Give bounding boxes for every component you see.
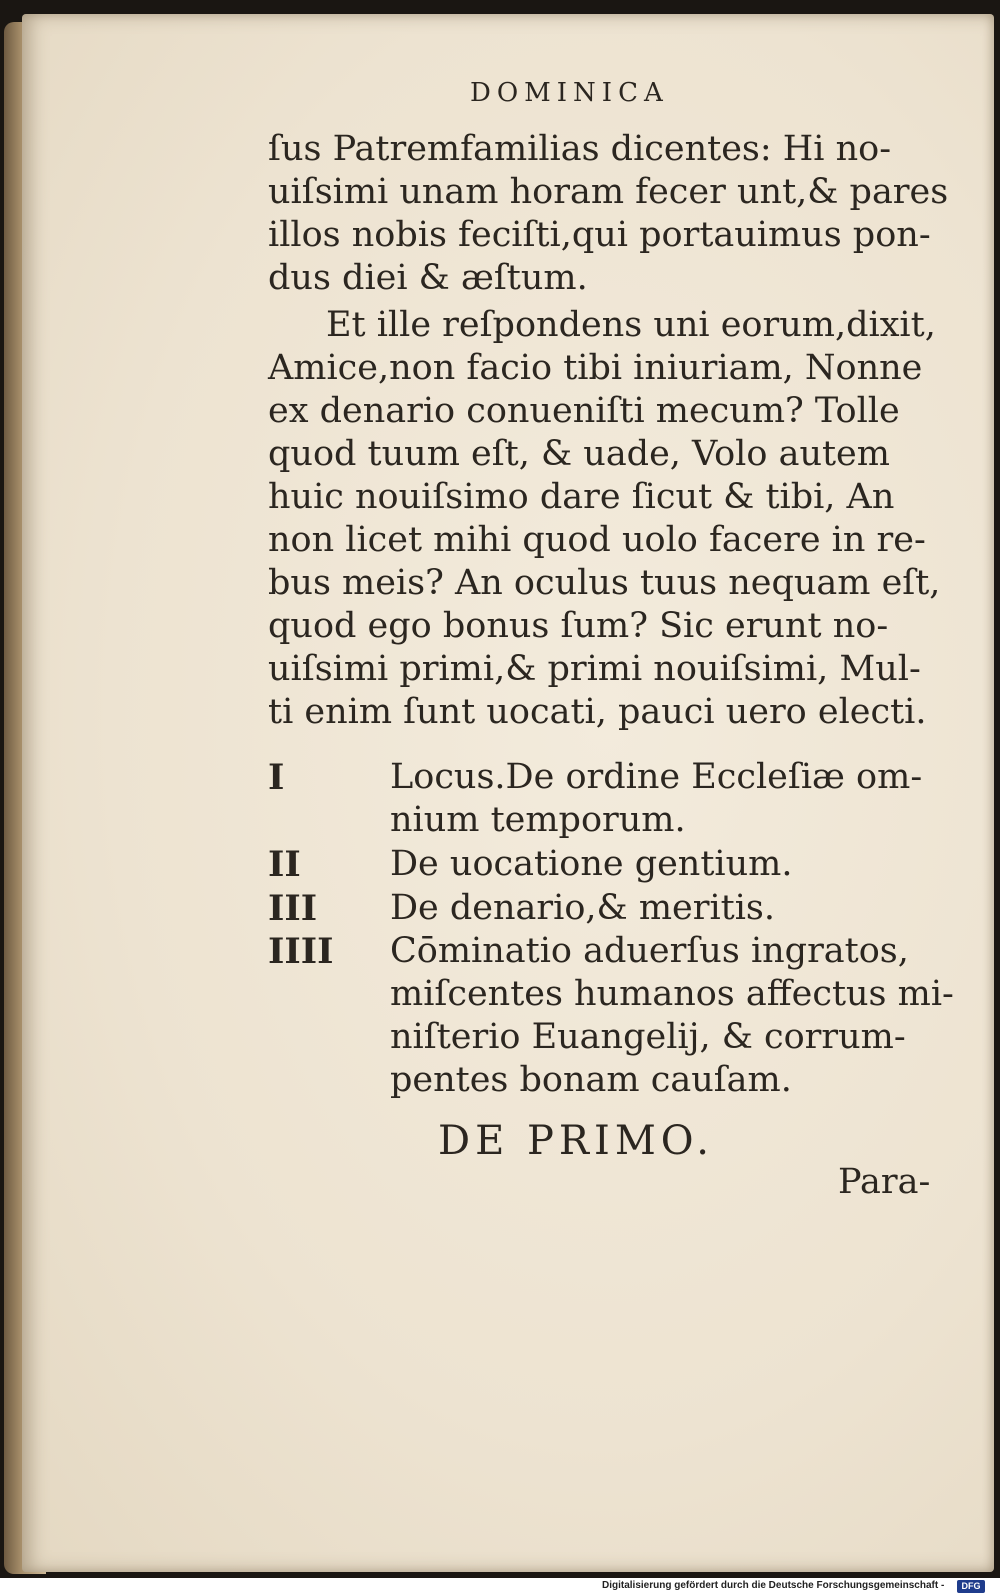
body-line: huic nouiſsimo dare ſicut & tibi, An (268, 477, 895, 517)
locus-line: niſterio Euangelij, & corrum- (390, 1017, 906, 1057)
locus-line: Locus.De ordine Eccleſiæ om- (390, 757, 923, 797)
body-line: Amice,non facio tibi iniuriam, Nonne (268, 348, 923, 388)
locus-line: De denario,& meritis. (390, 888, 775, 928)
body-line: uiſsimi unam horam fecer unt,& pares (268, 172, 949, 212)
body-line: ti enim ſunt uocati, pauci uero electi. (268, 692, 927, 732)
body-line: quod tuum eſt, & uade, Volo autem (268, 434, 890, 474)
body-line: ſus Patremfamilias dicentes: Hi no- (268, 129, 892, 169)
body-line: non licet mihi quod uolo facere in re- (268, 520, 926, 560)
locus-numeral: II (268, 844, 301, 885)
locus-line: Cōminatio aduerſus ingratos, (390, 931, 909, 971)
body-line: Et ille reſpondens uni eorum,dixit, (326, 305, 936, 345)
body-line: dus diei & æſtum. (268, 258, 588, 298)
body-line: bus meis? An oculus tuus nequam eſt, (268, 563, 941, 603)
locus-numeral: IIII (268, 931, 334, 972)
locus-line: pentes bonam cauſam. (390, 1060, 792, 1100)
dfg-logo: DFG (957, 1580, 985, 1593)
locus-numeral: I (268, 757, 285, 798)
footer-credit: Digitalisierung gefördert durch die Deutsche Forschungsgemeinschaft - (602, 1580, 945, 1591)
catchword: Para- (838, 1162, 931, 1202)
locus-numeral: III (268, 888, 318, 929)
footer-bar (0, 1579, 1000, 1596)
locus-line: De uocatione gentium. (390, 844, 793, 884)
body-line: illos nobis feciſti,qui portauimus pon- (268, 215, 931, 255)
body-line: ex denario conueniſti mecum? Tolle (268, 391, 900, 431)
body-line: uiſsimi primi,& primi nouiſsimi, Mul- (268, 649, 921, 689)
body-line: quod ego bonus ſum? Sic erunt no- (268, 606, 889, 646)
section-heading: DE PRIMO. (438, 1118, 714, 1164)
locus-line: nium temporum. (390, 800, 686, 840)
running-head: DOMINICA (470, 78, 669, 108)
locus-line: miſcentes humanos affectus mi- (390, 974, 954, 1014)
